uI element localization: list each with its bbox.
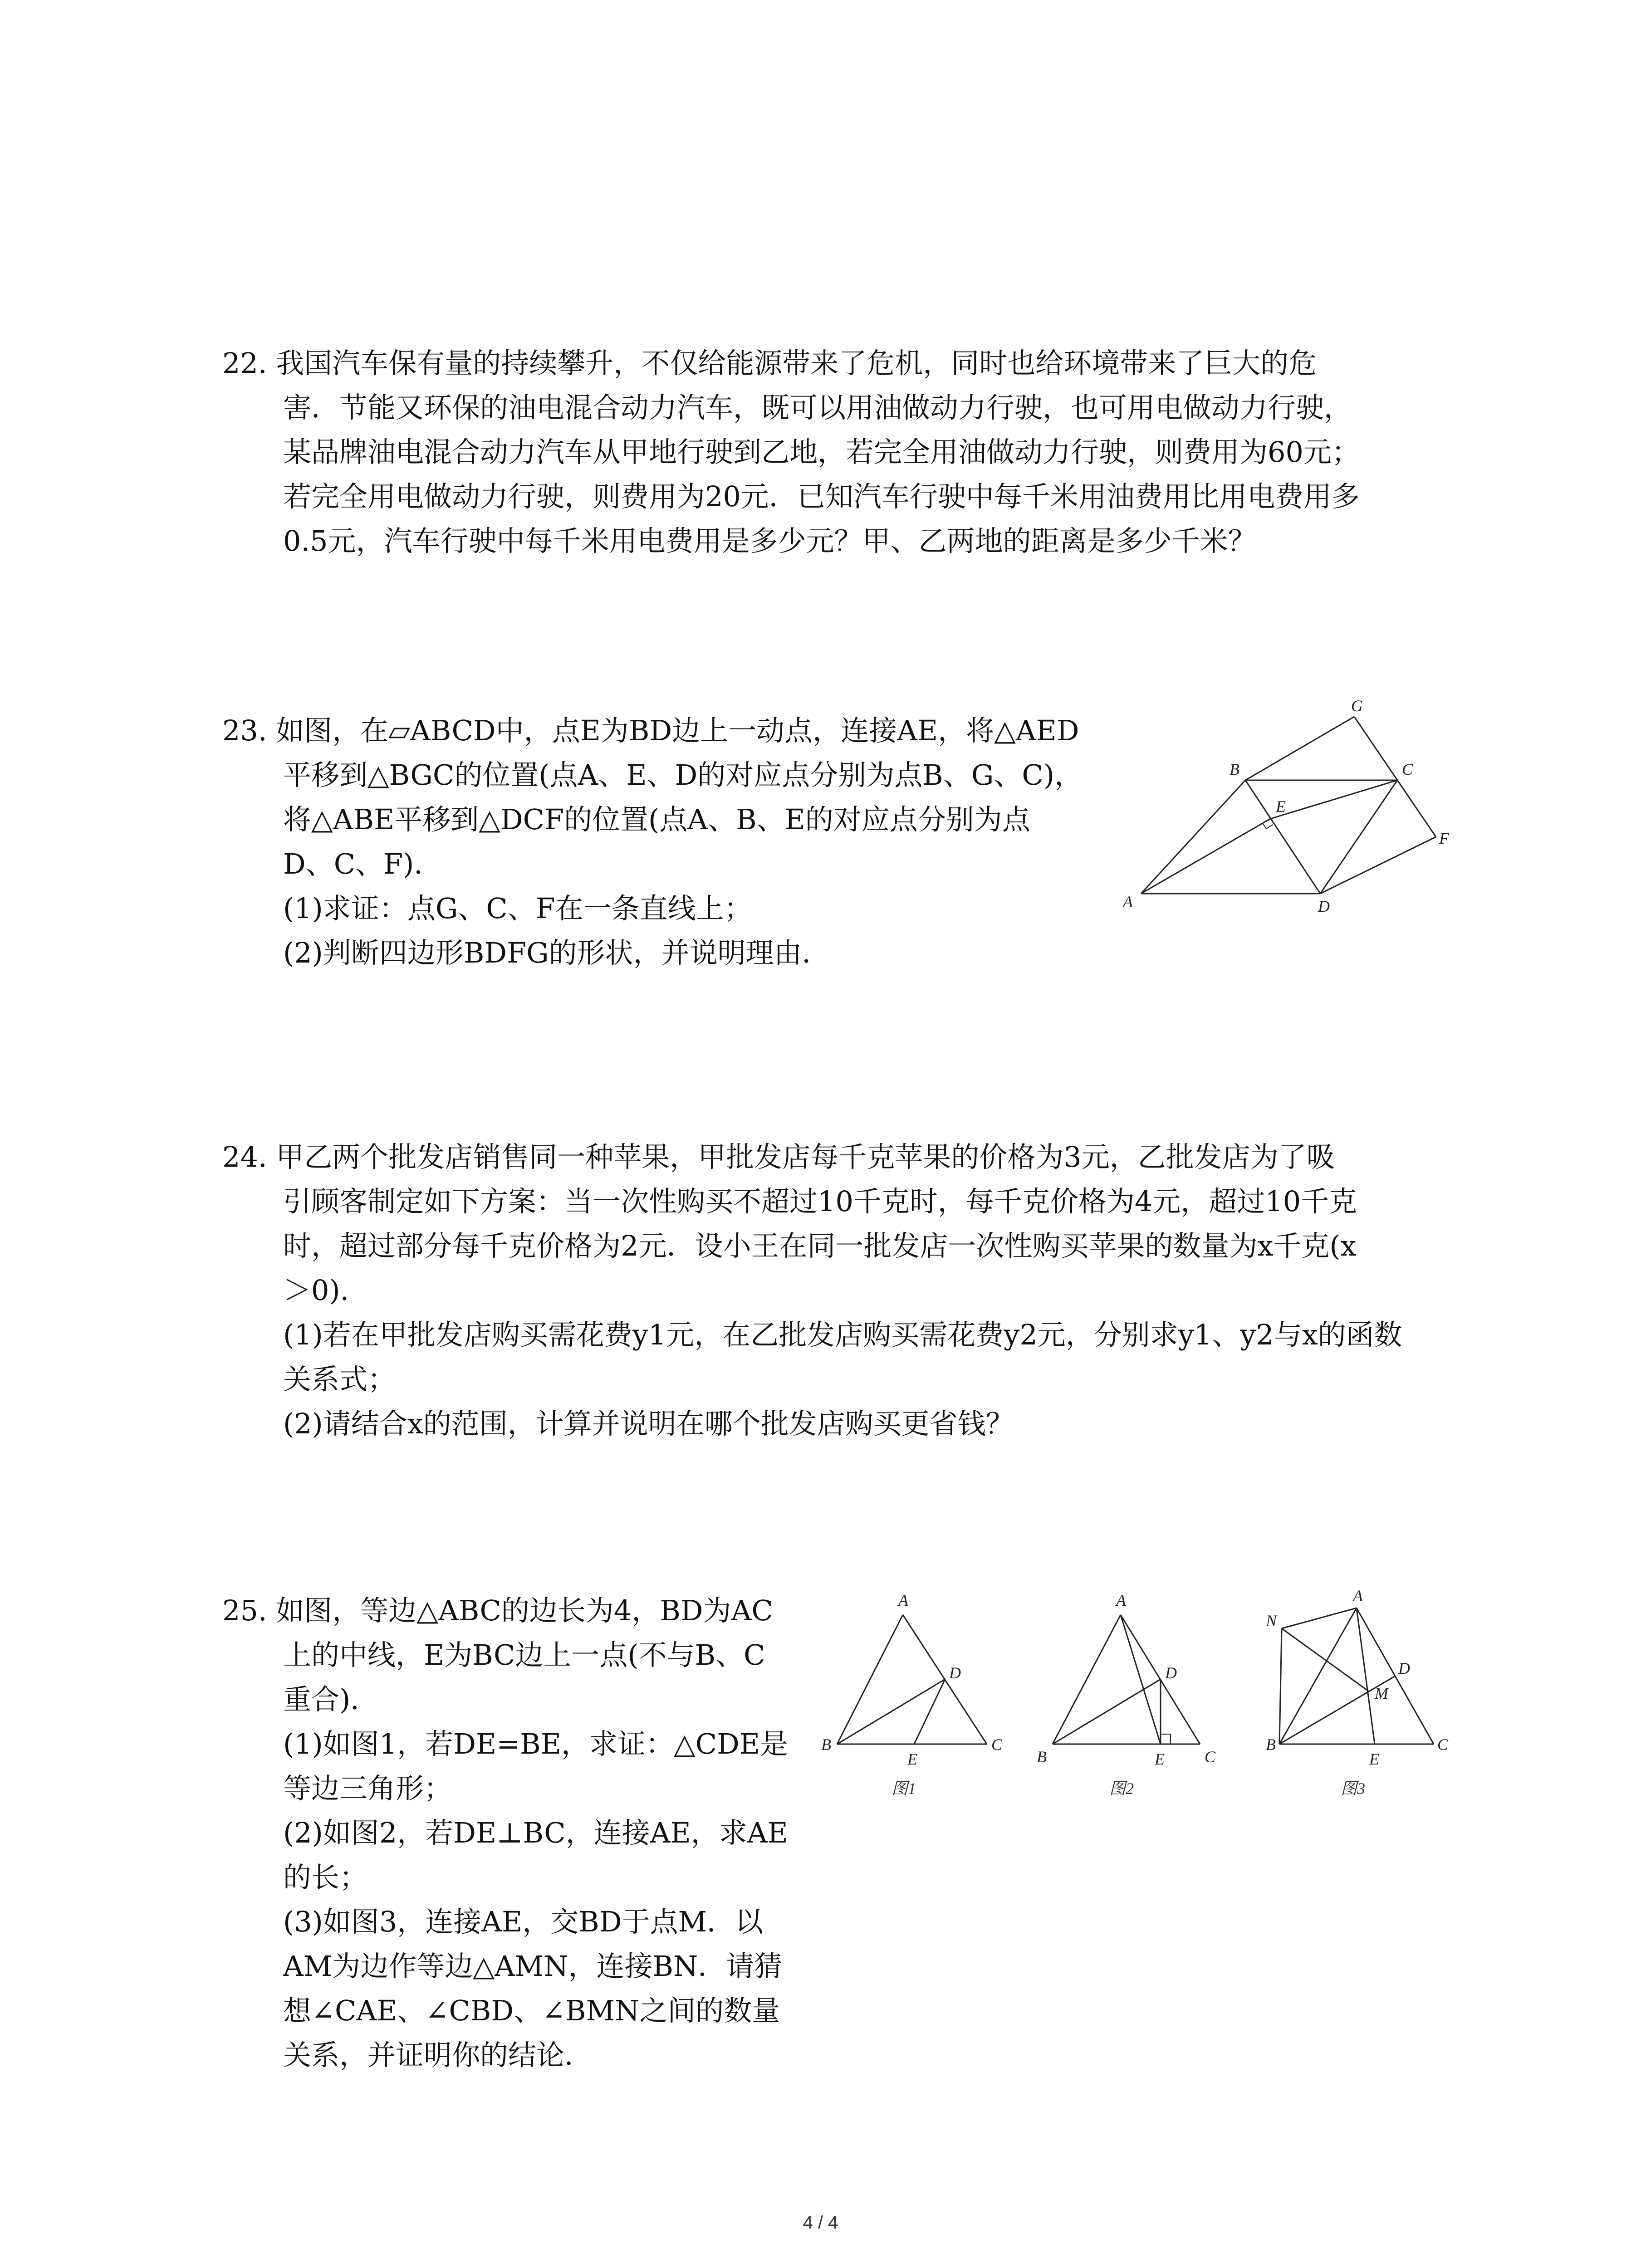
- q23-line-4: D、C、F)．: [283, 847, 442, 880]
- q25-line-1: 25. 如图，等边△ABC的边长为4，BD为AC: [222, 1594, 773, 1627]
- q24-line-7: (2)请结合x的范围，计算并说明在哪个批发店购买更省钱？: [283, 1407, 1014, 1440]
- q22-line-2: 害．节能又环保的油电混合动力汽车，既可以用油做动力行驶，也可用电做动力行驶，: [283, 391, 1352, 424]
- q23-label-e: E: [1276, 797, 1286, 816]
- q23-label-a: A: [1123, 893, 1133, 911]
- q25-line-11: 关系，并证明你的结论．: [283, 2038, 593, 2072]
- q23-line-6: (2)判断四边形BDFG的形状，并说明理由．: [283, 936, 830, 969]
- fig2-caption: 图2: [1109, 1779, 1134, 1798]
- q23-label-g: G: [1351, 699, 1363, 715]
- fig1-caption: 图1: [892, 1779, 916, 1798]
- q23-label-d: D: [1318, 897, 1330, 915]
- q25-figure-2: [1030, 1588, 1230, 1814]
- fig2-label-b: B: [1037, 1748, 1047, 1766]
- fig1-label-a: A: [898, 1591, 908, 1609]
- q22-line-3: 某品牌油电混合动力汽车从甲地行驶到乙地，若完全用油做动力行驶，则费用为60元；: [283, 435, 1360, 469]
- q25-line-9: AM为边作等边△AMN，连接BN．请猜: [283, 1950, 783, 1983]
- q22-line-4: 若完全用电做动力行驶，则费用为20元．已知汽车行驶中每千米用油费用比用电费用多: [283, 480, 1360, 513]
- q25-figure-1: [812, 1588, 1012, 1814]
- q24-line-3: 时，超过部分每千克价格为2元．设小王在同一批发店一次性购买苹果的数量为x千克(x: [283, 1229, 1357, 1262]
- fig3-label-a: A: [1353, 1588, 1363, 1605]
- q22-line-1: 22. 我国汽车保有量的持续攀升，不仅给能源带来了危机，同时也给环境带来了巨大的危: [222, 347, 1317, 380]
- q24-line-5: (1)若在甲批发店购买需花费y1元，在乙批发店购买需花费y2元，分别求y1、y2与x的函数: [283, 1318, 1402, 1351]
- fig1-label-e: E: [907, 1750, 917, 1768]
- q24-line-1: 24. 甲乙两个批发店销售同一种苹果，甲批发店每千克苹果的价格为3元，乙批发店为了吸: [222, 1140, 1335, 1173]
- fig2-label-c: C: [1205, 1748, 1216, 1766]
- fig2-label-d: D: [1165, 1664, 1177, 1682]
- q25-line-3: 重合)．: [283, 1683, 379, 1716]
- fig1-label-c: C: [991, 1735, 1003, 1754]
- fig2-label-a: A: [1116, 1591, 1126, 1609]
- fig3-label-c: C: [1437, 1735, 1449, 1754]
- fig3-caption: 图3: [1341, 1779, 1366, 1798]
- fig1-label-d: D: [949, 1664, 961, 1682]
- q25-line-2: 上的中线，E为BC边上一点(不与B、C: [283, 1638, 765, 1672]
- q25-figure-3: [1248, 1588, 1465, 1814]
- q25-line-8: (3)如图3，连接AE，交BD于点M．以: [283, 1905, 764, 1938]
- q23-line-3: 将△ABE平移到△DCF的位置(点A、B、E的对应点分别为点: [283, 803, 1030, 836]
- fig2-label-e: E: [1155, 1750, 1165, 1768]
- q23-label-b: B: [1230, 760, 1239, 778]
- q25-line-10: 想∠CAE、∠CBD、∠BMN之间的数量: [283, 1994, 780, 2027]
- q25-line-6: (2)如图2，若DE⊥BC，连接AE，求AE: [283, 1816, 788, 1849]
- q25-line-5: 等边三角形；: [283, 1772, 452, 1805]
- q25-line-7: 的长；: [283, 1861, 368, 1894]
- fig1-label-b: B: [821, 1735, 831, 1754]
- fig3-label-d: D: [1398, 1659, 1410, 1677]
- q23-label-f: F: [1439, 829, 1449, 847]
- q24-line-2: 引顾客制定如下方案：当一次性购买不超过10千克时，每千克价格为4元，超过10千克: [283, 1185, 1357, 1218]
- page-number: 4 / 4: [803, 2213, 838, 2233]
- q23-line-5: (1)求证：点G、C、F在一条直线上；: [283, 892, 752, 925]
- q23-label-c: C: [1402, 760, 1413, 778]
- fig3-label-n: N: [1266, 1612, 1277, 1630]
- fig3-label-m: M: [1375, 1684, 1388, 1702]
- q24-line-4: ＞0)．: [283, 1274, 368, 1307]
- q22-line-5: 0.5元，汽车行驶中每千米用电费用是多少元？甲、乙两地的距离是多少千米？: [283, 524, 1256, 557]
- fig3-label-b: B: [1266, 1735, 1276, 1754]
- fig3-label-e: E: [1369, 1750, 1379, 1768]
- q23-line-1: 23. 如图，在▱ABCD中，点E为BD边上一动点，连接AE，将△AED: [222, 714, 1079, 747]
- q23-line-2: 平移到△BGC的位置(点A、E、D的对应点分别为点B、G、C)，: [283, 758, 1083, 792]
- q23-figure: [1116, 699, 1461, 934]
- q25-line-4: (1)如图1，若DE=BE，求证：△CDE是: [283, 1727, 789, 1760]
- q24-line-6: 关系式；: [283, 1363, 396, 1396]
